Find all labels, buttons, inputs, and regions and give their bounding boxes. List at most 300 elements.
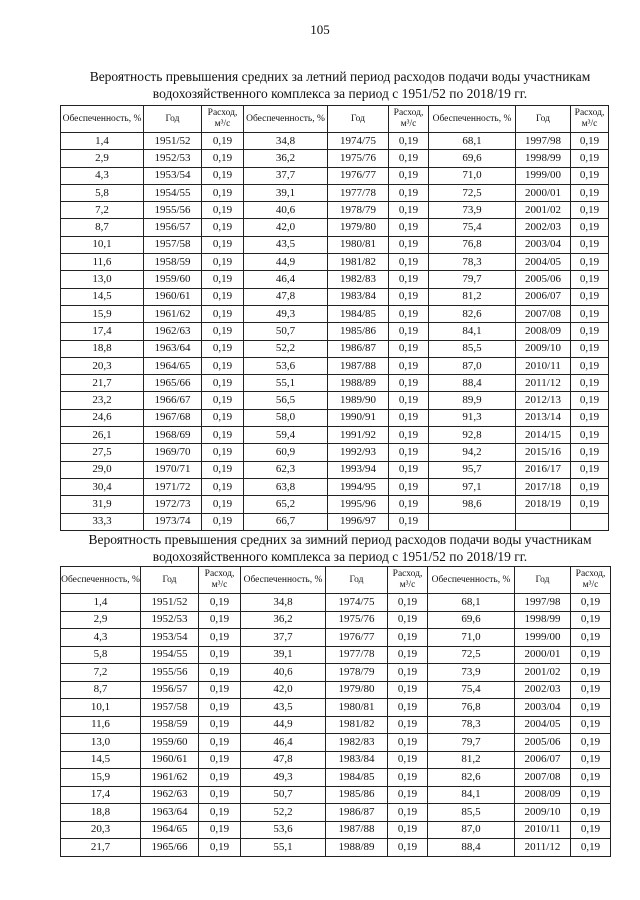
table-cell: 1961/62 [144,305,202,322]
table-cell: 52,2 [241,804,326,822]
table-cell: 0,19 [571,839,611,857]
table-cell: 0,19 [389,271,429,288]
table-cell: 0,19 [571,734,611,752]
table-cell: 0,19 [388,629,428,647]
table-cell: 2007/08 [515,769,571,787]
table-cell: 2005/06 [515,734,571,752]
table-cell: 14,5 [61,751,141,769]
table-cell: 0,19 [389,133,429,150]
table-cell: 1951/52 [144,133,202,150]
table-row [61,751,611,769]
table-cell: 56,5 [244,392,328,409]
table-cell: 1964/65 [141,821,199,839]
table-cell: 0,19 [199,734,241,752]
table-cell: 0,19 [389,409,429,426]
table-cell: 0,19 [388,751,428,769]
table-cell: 1985/86 [328,323,389,340]
table-cell: 0,19 [202,236,244,253]
table-cell: 0,19 [199,611,241,629]
column-header: Год [328,106,389,133]
table-cell: 1958/59 [141,716,199,734]
table-cell: 2000/01 [515,646,571,664]
table-cell: 0,19 [571,699,611,717]
table-cell: 1973/74 [144,513,202,530]
table-cell: 0,19 [571,150,609,167]
table-row [61,646,611,664]
table-cell: 0,19 [199,751,241,769]
table-cell: 1957/58 [141,699,199,717]
table-cell: 73,9 [429,202,516,219]
table-row [61,167,609,184]
table-cell: 1986/87 [326,804,388,822]
table-cell: 40,6 [244,202,328,219]
column-header: Год [326,567,388,594]
table-cell: 0,19 [571,254,609,271]
table-cell: 0,19 [202,409,244,426]
column-header: Расход, м³/с [388,567,428,594]
table-cell: 0,19 [388,699,428,717]
table-cell: 1999/00 [516,167,571,184]
table-cell: 0,19 [571,340,609,357]
column-header: Год [141,567,199,594]
table-cell: 72,5 [429,184,516,201]
table-cell: 2015/16 [516,444,571,461]
table-cell: 0,19 [202,357,244,374]
table-cell: 2014/15 [516,427,571,444]
table-cell: 1980/81 [326,699,388,717]
table-cell: 33,3 [61,513,144,530]
table-cell: 0,19 [199,681,241,699]
table-cell: 30,4 [61,478,144,495]
table-cell: 1956/57 [144,219,202,236]
table-cell: 85,5 [428,804,515,822]
table-cell: 0,19 [199,699,241,717]
table-cell: 0,19 [388,681,428,699]
table-cell: 13,0 [61,271,144,288]
table-cell: 0,19 [202,427,244,444]
column-header: Обеспеченность, % [241,567,326,594]
table-cell: 0,19 [571,629,611,647]
table-cell: 0,19 [389,323,429,340]
table-cell: 0,19 [202,496,244,513]
column-header: Обеспеченность, % [244,106,328,133]
table-cell [571,513,609,530]
column-header: Год [515,567,571,594]
table-cell: 0,19 [202,202,244,219]
table-cell: 0,19 [571,594,611,612]
table-cell: 1975/76 [328,150,389,167]
table-cell: 0,19 [571,461,609,478]
table-cell: 84,1 [429,323,516,340]
column-header: Обеспеченность, % [428,567,515,594]
table-cell [516,513,571,530]
table-cell: 37,7 [244,167,328,184]
table-cell: 2011/12 [515,839,571,857]
table-cell: 0,19 [388,664,428,682]
table-row [61,478,609,495]
table-cell: 58,0 [244,409,328,426]
table-row [61,594,611,612]
table-cell: 2010/11 [515,821,571,839]
table-cell: 1,4 [61,594,141,612]
table-cell: 1978/79 [328,202,389,219]
table-cell: 0,19 [571,664,611,682]
table-cell: 47,8 [244,288,328,305]
table-cell: 1963/64 [141,804,199,822]
table-cell: 24,6 [61,409,144,426]
table-cell: 1976/77 [328,167,389,184]
column-header: Обеспеченность, % [61,567,141,594]
table-cell: 98,6 [429,496,516,513]
table-cell: 79,7 [429,271,516,288]
table-cell: 8,7 [61,681,141,699]
table-cell: 1974/75 [328,133,389,150]
table-cell: 89,9 [429,392,516,409]
table-cell: 0,19 [571,392,609,409]
table-cell: 1965/66 [141,839,199,857]
table-cell: 0,19 [199,646,241,664]
table-cell: 2002/03 [516,219,571,236]
table-cell: 17,4 [61,323,144,340]
table-cell: 0,19 [571,769,611,787]
table-cell: 1982/83 [328,271,389,288]
table-cell: 0,19 [202,323,244,340]
table-cell: 4,3 [61,167,144,184]
table-cell: 44,9 [244,254,328,271]
table-cell: 0,19 [202,271,244,288]
table-cell: 0,19 [202,133,244,150]
table-row [61,427,609,444]
table-caption-summer [60,68,620,102]
table-cell: 37,7 [241,629,326,647]
table-cell: 2003/04 [515,699,571,717]
table-cell: 50,7 [241,786,326,804]
table-cell: 49,3 [244,305,328,322]
table-cell: 0,19 [389,357,429,374]
table-cell: 2011/12 [516,375,571,392]
table-cell: 0,19 [571,167,609,184]
table-cell: 1984/85 [326,769,388,787]
table-cell: 0,19 [571,611,611,629]
table-cell: 0,19 [389,427,429,444]
table-cell: 1960/61 [144,288,202,305]
table-cell: 0,19 [389,461,429,478]
table-cell: 0,19 [199,629,241,647]
table-cell: 1964/65 [144,357,202,374]
table-cell: 2017/18 [516,478,571,495]
table-cell: 0,19 [571,133,609,150]
table-cell: 2004/05 [515,716,571,734]
table-cell: 1960/61 [141,751,199,769]
table-cell: 0,19 [571,236,609,253]
table-cell: 87,0 [428,821,515,839]
table-cell: 1957/58 [144,236,202,253]
table-row [61,611,611,629]
page-number: 105 [310,22,330,37]
table-cell: 5,8 [61,184,144,201]
table-cell: 1977/78 [326,646,388,664]
table-cell: 1951/52 [141,594,199,612]
table-row [61,340,609,357]
table-cell: 0,19 [571,271,609,288]
table-cell: 1986/87 [328,340,389,357]
table-cell: 0,19 [389,375,429,392]
table-cell: 2016/17 [516,461,571,478]
caption-line: водохозяйственного комплекса за период с 1951/52 по 2018/19 гг. [152,86,528,101]
table-cell: 0,19 [571,496,609,513]
table-cell: 1995/96 [328,496,389,513]
table-cell: 0,19 [571,202,609,219]
table-cell: 52,2 [244,340,328,357]
table-cell: 1971/72 [144,478,202,495]
table-cell: 0,19 [571,288,609,305]
table-cell: 0,19 [202,461,244,478]
table-cell: 62,3 [244,461,328,478]
table-row [61,839,611,857]
table-cell: 0,19 [388,611,428,629]
table-cell: 75,4 [428,681,515,699]
table-cell: 42,0 [244,219,328,236]
table-cell: 65,2 [244,496,328,513]
table-cell: 92,8 [429,427,516,444]
table-cell: 1963/64 [144,340,202,357]
table-cell: 8,7 [61,219,144,236]
table-cell: 11,6 [61,716,141,734]
table-header-row [61,567,611,594]
table-cell: 60,9 [244,444,328,461]
table-header-row [61,106,609,133]
table-row [61,133,609,150]
table-cell: 7,2 [61,202,144,219]
table-cell: 88,4 [429,375,516,392]
table-cell: 1959/60 [144,271,202,288]
table-cell: 0,19 [571,646,611,664]
table-row [61,629,611,647]
table-cell [429,513,516,530]
table-cell: 0,19 [202,184,244,201]
table-cell: 1952/53 [141,611,199,629]
table-cell: 4,3 [61,629,141,647]
table-cell: 1962/63 [141,786,199,804]
table-cell: 1982/83 [326,734,388,752]
column-header: Расход, м³/с [199,567,241,594]
table-cell: 40,6 [241,664,326,682]
table-cell: 2013/14 [516,409,571,426]
table-cell: 0,19 [571,444,609,461]
table-cell: 72,5 [428,646,515,664]
table-cell: 78,3 [428,716,515,734]
table-cell: 0,19 [389,202,429,219]
table-cell: 21,7 [61,839,141,857]
table-cell: 36,2 [244,150,328,167]
table-cell: 1958/59 [144,254,202,271]
table-cell: 0,19 [202,340,244,357]
table-cell: 46,4 [244,271,328,288]
table-cell: 43,5 [241,699,326,717]
table-cell: 1961/62 [141,769,199,787]
table-cell: 94,2 [429,444,516,461]
table-cell: 1952/53 [144,150,202,167]
table-cell: 0,19 [202,167,244,184]
table-cell: 2006/07 [516,288,571,305]
table-cell: 55,1 [241,839,326,857]
table-cell: 23,2 [61,392,144,409]
table-cell: 0,19 [202,513,244,530]
column-header: Год [144,106,202,133]
table-cell: 10,1 [61,236,144,253]
table-row [61,150,609,167]
table-cell: 1980/81 [328,236,389,253]
table-cell: 1988/89 [328,375,389,392]
table-cell: 79,7 [428,734,515,752]
table-cell: 1,4 [61,133,144,150]
table-cell: 18,8 [61,340,144,357]
table-cell: 66,7 [244,513,328,530]
table-cell: 53,6 [241,821,326,839]
table-cell: 1988/89 [326,839,388,857]
table-cell: 71,0 [428,629,515,647]
table-cell: 0,19 [571,478,609,495]
table-cell: 2012/13 [516,392,571,409]
table-cell: 1983/84 [326,751,388,769]
table-cell: 5,8 [61,646,141,664]
table-cell: 82,6 [429,305,516,322]
table-cell: 10,1 [61,699,141,717]
table-cell: 0,19 [388,734,428,752]
table-cell: 0,19 [202,288,244,305]
table-row [61,716,611,734]
table-cell: 2008/09 [516,323,571,340]
table-cell: 1955/56 [141,664,199,682]
table-cell: 26,1 [61,427,144,444]
table-cell: 39,1 [244,184,328,201]
table-cell: 0,19 [388,594,428,612]
table-cell: 1965/66 [144,375,202,392]
table-cell: 63,8 [244,478,328,495]
table-cell: 69,6 [429,150,516,167]
caption-line: Вероятность превышения средних за зимний период расходов подачи воды участникам [88,532,592,547]
table-row [61,734,611,752]
column-header: Обеспеченность, % [61,106,144,133]
table-row [61,664,611,682]
table-cell: 1984/85 [328,305,389,322]
table-cell: 0,19 [389,513,429,530]
table-cell: 2010/11 [516,357,571,374]
table-cell: 0,19 [571,681,611,699]
table-cell: 1970/71 [144,461,202,478]
table-cell: 0,19 [571,409,609,426]
table-cell: 21,7 [61,375,144,392]
table-cell: 0,19 [202,375,244,392]
table-cell: 2,9 [61,150,144,167]
table-cell: 1981/82 [326,716,388,734]
table-row [61,202,609,219]
table-row [61,461,609,478]
table-row [61,786,611,804]
table-cell: 0,19 [389,478,429,495]
table-cell: 1966/67 [144,392,202,409]
table-cell: 46,4 [241,734,326,752]
table-cell: 1989/90 [328,392,389,409]
table-cell: 69,6 [428,611,515,629]
table-cell: 17,4 [61,786,141,804]
table-cell: 20,3 [61,821,141,839]
summer-probability-table [60,105,609,531]
table-cell: 0,19 [388,786,428,804]
table-cell: 1953/54 [144,167,202,184]
table-cell: 85,5 [429,340,516,357]
table-cell: 1996/97 [328,513,389,530]
table-cell: 1956/57 [141,681,199,699]
table-row [61,444,609,461]
table-cell: 97,1 [429,478,516,495]
table-row [61,496,609,513]
table-cell: 1954/55 [144,184,202,201]
table-row [61,409,609,426]
table-cell: 0,19 [202,478,244,495]
table-cell: 31,9 [61,496,144,513]
table-cell: 1979/80 [326,681,388,699]
table-cell: 0,19 [389,392,429,409]
table-cell: 0,19 [388,646,428,664]
column-header: Расход, м³/с [202,106,244,133]
table-cell: 1978/79 [326,664,388,682]
table-row [61,254,609,271]
table-cell: 0,19 [389,288,429,305]
table-row [61,769,611,787]
table-row [61,236,609,253]
caption-line: Вероятность превышения средних за летний период расходов подачи воды участникам [89,69,591,84]
table-cell: 84,1 [428,786,515,804]
table-cell: 20,3 [61,357,144,374]
table-cell: 1999/00 [515,629,571,647]
table-cell: 0,19 [199,716,241,734]
table-cell: 0,19 [202,305,244,322]
winter-probability-table [60,566,611,857]
table-cell: 7,2 [61,664,141,682]
table-cell: 1987/88 [326,821,388,839]
table-cell: 78,3 [429,254,516,271]
table-cell: 39,1 [241,646,326,664]
table-cell: 2008/09 [515,786,571,804]
table-cell: 0,19 [571,804,611,822]
table-cell: 34,8 [241,594,326,612]
table-cell: 0,19 [199,769,241,787]
table-cell: 1987/88 [328,357,389,374]
table-cell: 0,19 [571,716,611,734]
table-cell: 1976/77 [326,629,388,647]
table-cell: 1994/95 [328,478,389,495]
table-row [61,513,609,530]
table-cell: 2001/02 [516,202,571,219]
table-cell: 0,19 [389,305,429,322]
table-cell: 1981/82 [328,254,389,271]
table-cell: 0,19 [199,786,241,804]
table-cell: 0,19 [389,254,429,271]
table-cell: 0,19 [571,786,611,804]
table-cell: 34,8 [244,133,328,150]
table-cell: 0,19 [199,804,241,822]
table-cell: 2005/06 [516,271,571,288]
table-cell: 0,19 [389,184,429,201]
table-cell: 1974/75 [326,594,388,612]
table-cell: 2002/03 [515,681,571,699]
table-cell: 1983/84 [328,288,389,305]
column-header: Расход, м³/с [389,106,429,133]
table-cell: 27,5 [61,444,144,461]
table-cell: 1992/93 [328,444,389,461]
table-cell: 1977/78 [328,184,389,201]
